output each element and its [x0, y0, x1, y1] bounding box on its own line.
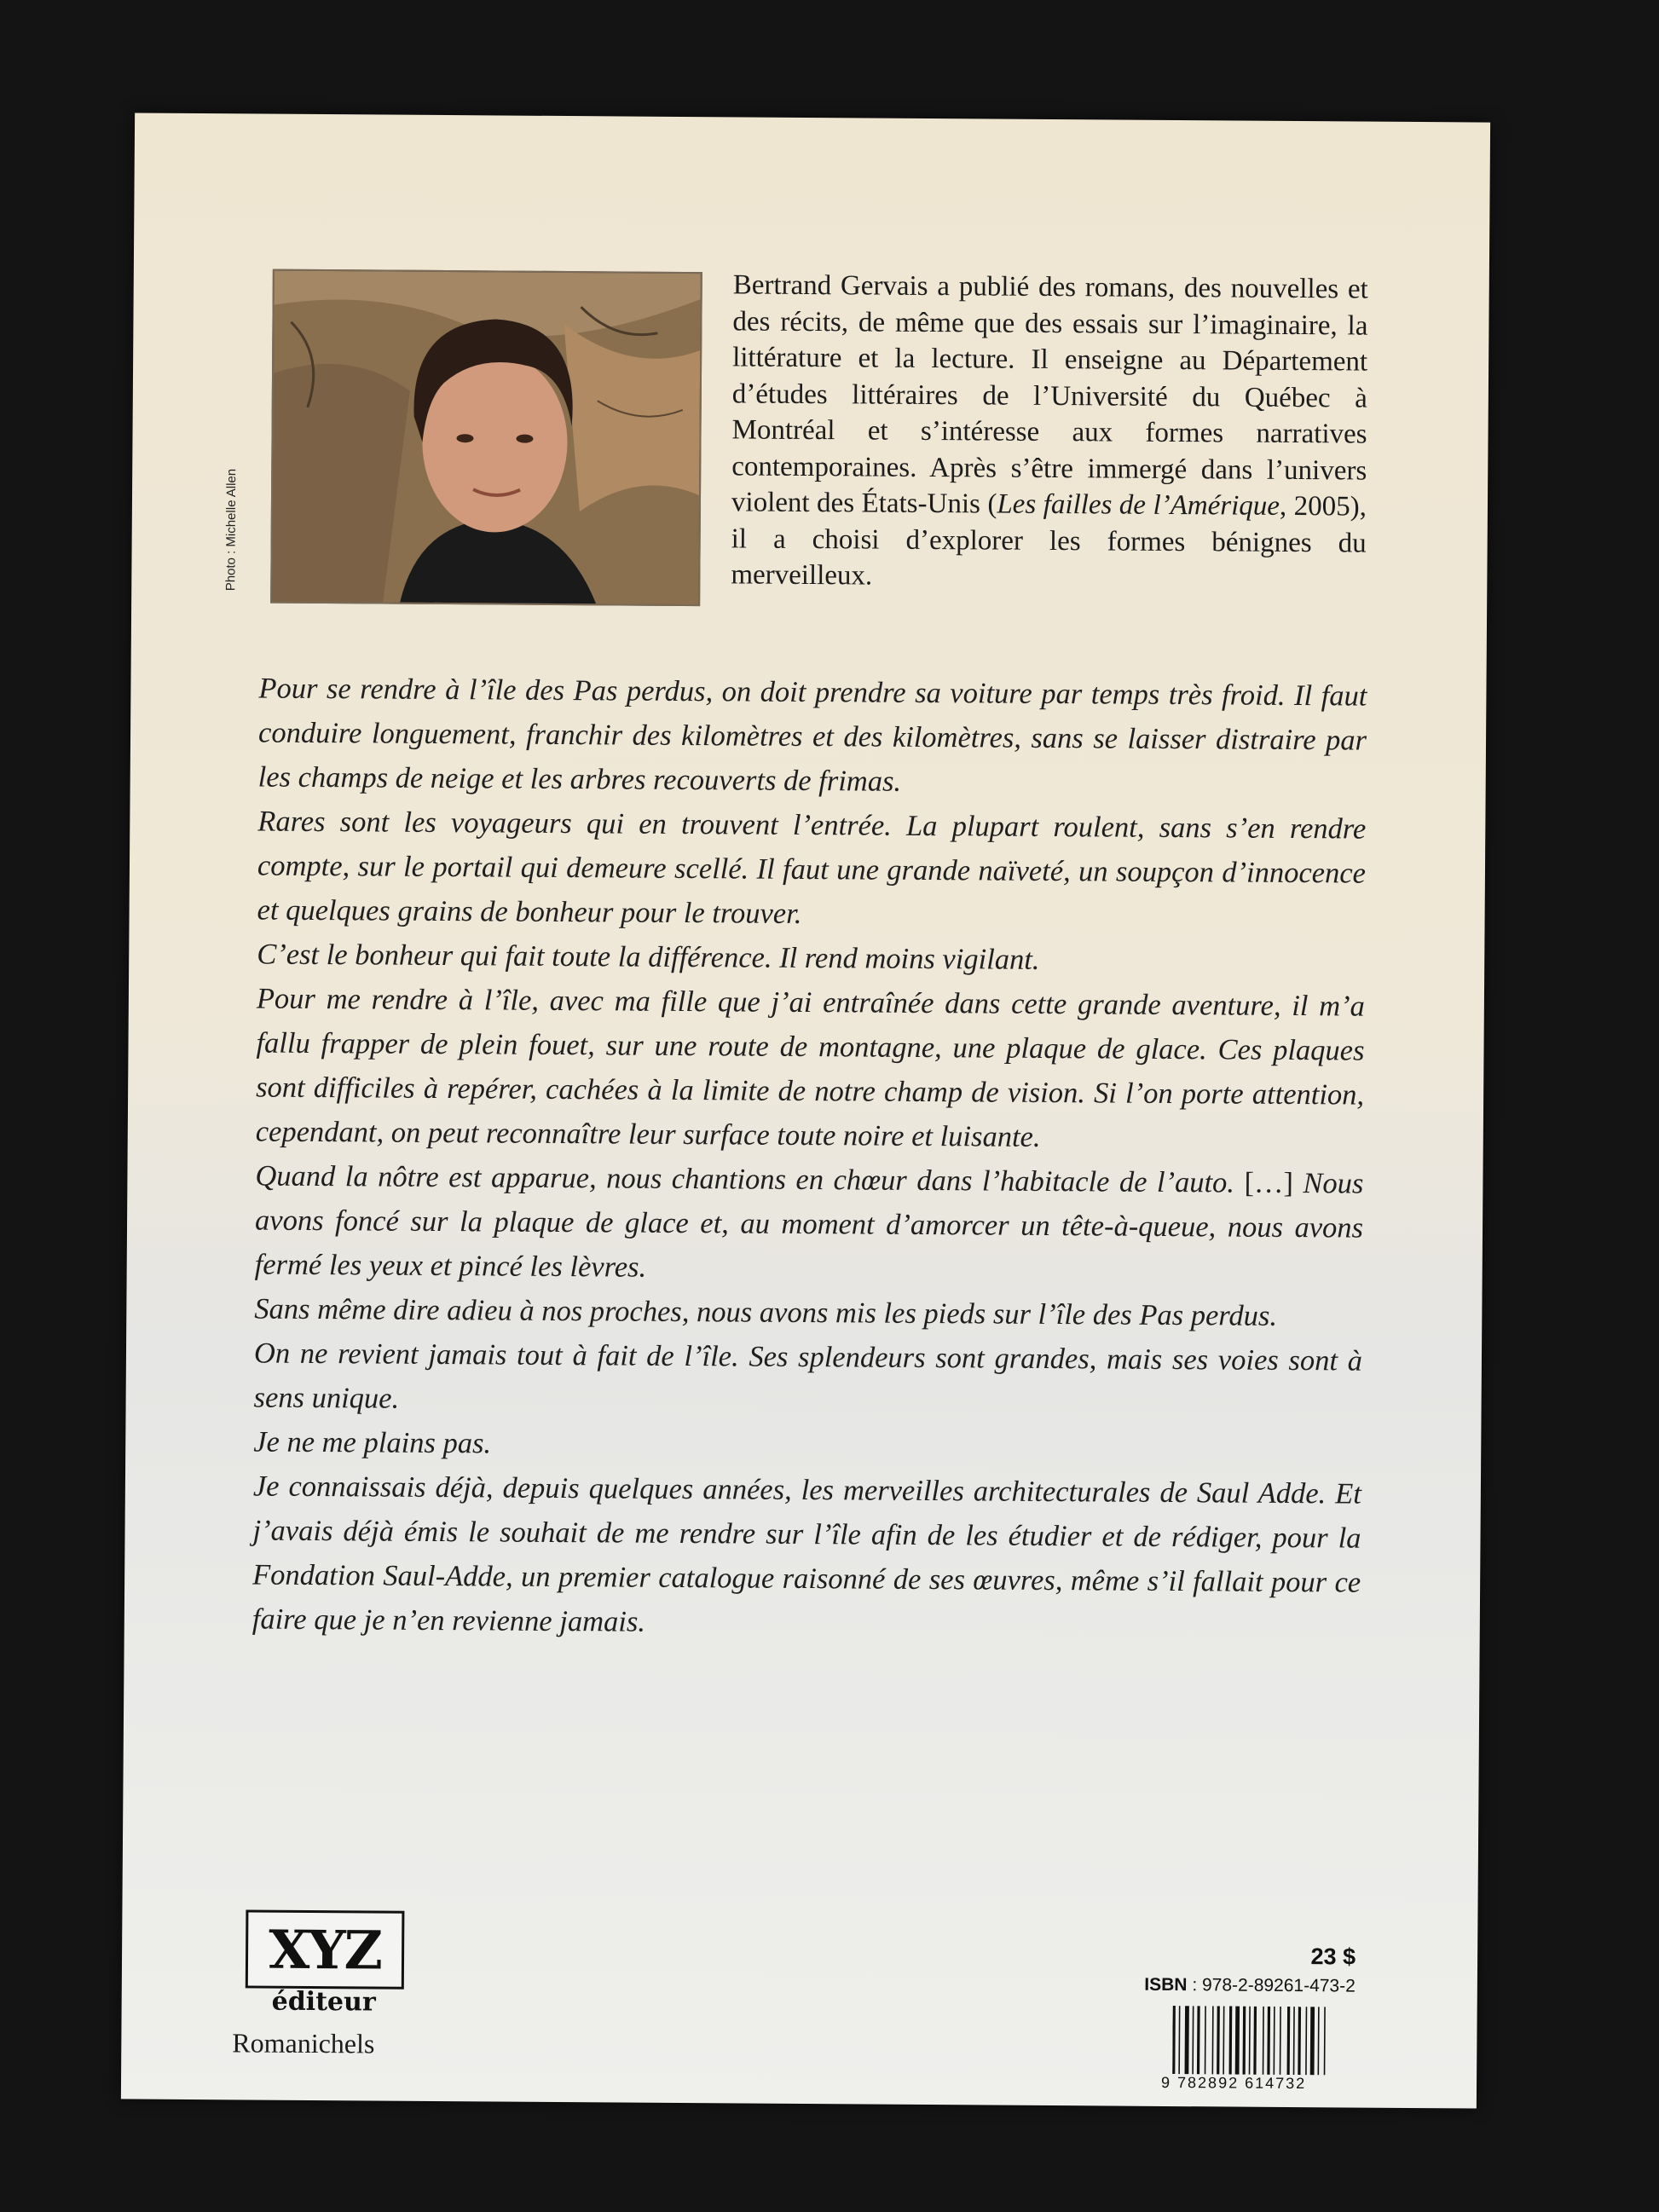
publisher-logo-mark: XYZ — [246, 1909, 405, 1989]
barcode-bar — [1310, 2007, 1315, 2075]
isbn-label: ISBN — [1144, 1974, 1188, 1995]
isbn-number: : 978-2-89261-473-2 — [1192, 1975, 1356, 1996]
barcode-bar — [1249, 2007, 1251, 2075]
excerpt-paragraph: C’est le bonheur qui fait toute la différence. Il rend moins vigilant. — [257, 938, 1040, 976]
photo-credit: Photo : Michelle Allen — [223, 468, 240, 592]
bio-book-title: Les failles de l’Amérique — [997, 488, 1280, 522]
excerpt-paragraph: Je ne me plains pas. — [253, 1425, 492, 1460]
collection-name: Romanichels — [232, 2027, 375, 2059]
barcode-bar — [1217, 2006, 1220, 2074]
excerpt-paragraph: Sans même dire adieu à nos proches, nous avons mis les pieds sur l’île des Pas perdus. — [254, 1292, 1278, 1332]
excerpt-paragraph: Rares sont les voyageurs qui en trouvent l’entrée. La plupart roulent, sans s’en rendre compte, sur le portail qui demeure scellé. Il faut une grande naïveté, un soupçon d’innocence et quelques grains de bonheur pour le trouver. — [257, 805, 1367, 930]
barcode-bar — [1274, 2007, 1275, 2075]
excerpt-paragraph: Pour se rendre à l’île des Pas perdus, on doit prendre sa voiture par temps très froid. Il faut conduire longuement, franchir des kilomètres et des kilomètres, sans se laisser distraire par les champs de neige et les arbres recouverts de frimas. — [257, 672, 1367, 798]
barcode-bar — [1287, 2007, 1291, 2075]
excerpt-paragraph: Pour me rendre à l’île, avec ma fille que j’ai entraînée dans cette grande aventure, il m’a fallu frapper de plein fouet, sur une route de montagne, une plaque de glace. Ces plaques sont difficiles à repérer, cachées à la limite de notre champ de vision. Si l’on porte attention, cependant, on peut reconnaître leur surface toute noire et luisante. — [255, 982, 1366, 1153]
bio-text-part-1: Bertrand Gervais a publié des romans, des nouvelles et des récits, de même que des essais sur l’imaginaire, la littérature et la lecture. Il enseigne au Département d’études littéraires de l’Université du Québec à Montréal et s’intéresse aux formes narratives contemporaines. Après s’être immergé dans l’univers violent des États-Unis ( — [731, 269, 1368, 520]
excerpt-paragraph — [255, 1153, 1364, 1294]
barcode-bar — [1212, 2006, 1214, 2074]
barcode-bar — [1324, 2007, 1326, 2075]
barcode-bar — [1253, 2007, 1257, 2075]
barcode-bar — [1318, 2007, 1320, 2075]
barcode-bar — [1263, 2007, 1264, 2075]
author-photo — [270, 269, 702, 607]
barcode — [1172, 2006, 1356, 2082]
book-excerpt — [252, 667, 1367, 1649]
barcode-bar — [1280, 2007, 1281, 2075]
barcode-bar — [1305, 2007, 1307, 2075]
excerpt-paragraph: Je connaissais déjà, depuis quelques années, les merveilles architecturales de Saul Adde. Et j’avais déjà émis le souhait de me rendre sur l’île afin de les étudier et de rédiger, pour la Fondation Saul-Adde, un premier catalogue raisonné de ses œuvres, même s’il fallait pour ce faire que je n’en revienne jamais. — [251, 1470, 1362, 1638]
bio-text-part-2: , 2005), il a choisi d’explorer les formes bénignes du merveilleux. — [731, 490, 1367, 592]
barcode-bar — [1243, 2007, 1246, 2075]
barcode-bar — [1223, 2006, 1224, 2074]
barcode-bar — [1229, 2006, 1233, 2074]
book-back-cover — [121, 113, 1490, 2108]
barcode-bar — [1235, 2007, 1240, 2075]
excerpt-ellipsis: […] — [1244, 1166, 1294, 1199]
excerpt-text: Nous avons foncé sur la plaque de glace et, au moment d’amorcer un tête-à-queue, nous avons fermé les yeux et pincé les lèvres. — [254, 1167, 1364, 1284]
isbn — [1128, 1975, 1356, 1997]
barcode-bar — [1185, 2006, 1189, 2074]
barcode-bar — [1298, 2007, 1301, 2075]
publisher-logo-subtitle: éditeur — [271, 1986, 376, 2018]
barcode-bar — [1205, 2006, 1206, 2074]
barcode-bar — [1267, 2007, 1270, 2075]
barcode-bar — [1192, 2006, 1194, 2074]
barcode-bar — [1293, 2007, 1295, 2075]
excerpt-text: Quand la nôtre est apparue, nous chantions en chœur dans l’habitacle de l’auto. — [255, 1159, 1235, 1199]
barcode-digits: 9 782892 614732 — [1160, 2073, 1307, 2093]
price: 23 $ — [1310, 1943, 1356, 1970]
excerpt-paragraph: On ne revient jamais tout à fait de l’île. Ses splendeurs sont grandes, mais ses voies sont à sens unique. — [253, 1337, 1363, 1415]
author-bio — [731, 267, 1368, 598]
barcode-bar — [1197, 2006, 1200, 2074]
barcode-bar — [1172, 2006, 1176, 2074]
publisher-logo — [246, 1909, 408, 2017]
barcode-bar — [1178, 2006, 1180, 2074]
